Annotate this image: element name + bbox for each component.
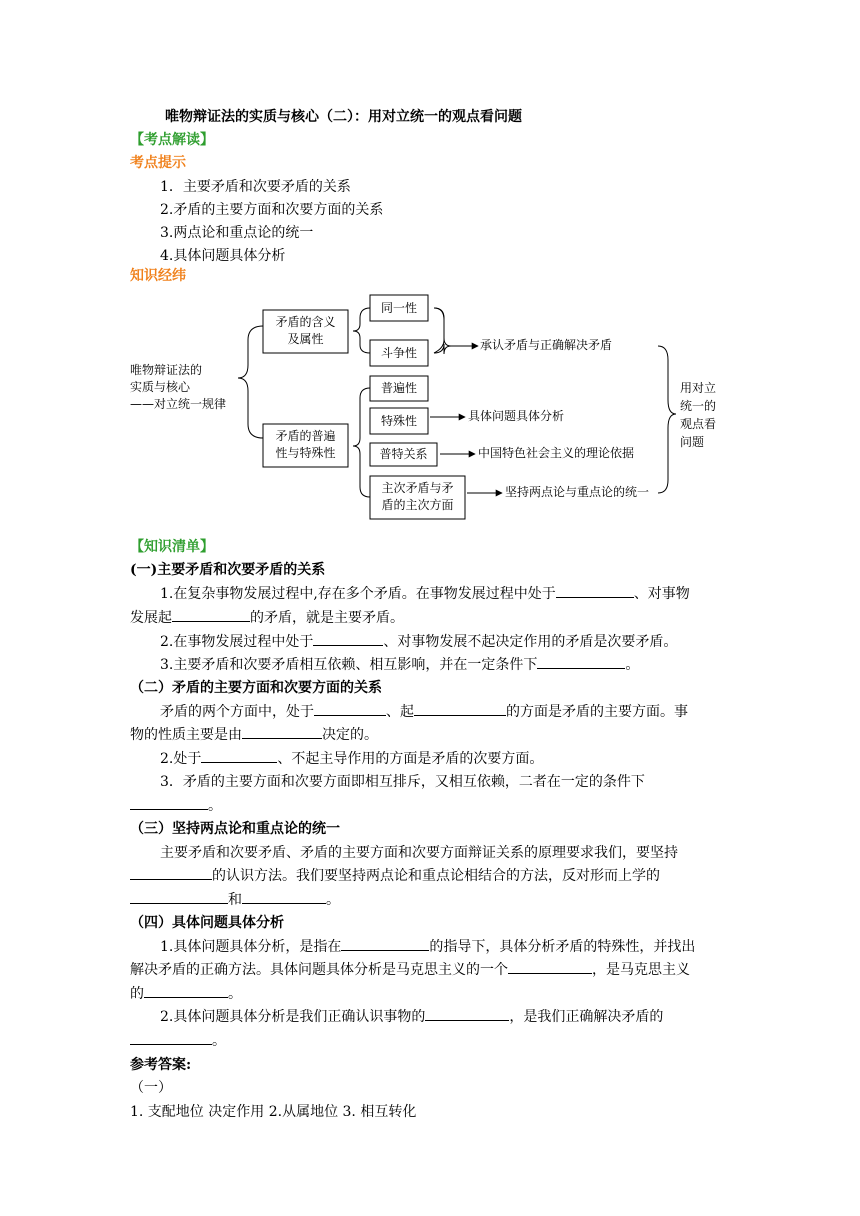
box-zhuci-line2: 盾的主次方面 [381,498,454,512]
s3-para1-line2: 的认识方法。我们要坚持两点论和重点论相结合的方法，反对形而上学的 [130,865,660,885]
right-label-line3: 观点看 [680,417,717,431]
box-pubian-line1: 矛盾的普遍 [275,429,336,443]
s4-para1-line1: 1.具体问题具体分析，是指在 的指导下，具体分析矛盾的特殊性，并找出 [160,936,695,956]
tishi-item-4: 4.具体问题具体分析 [160,248,286,264]
s4-para2-line1: 2.具体问题具体分析是我们正确认识事物的 ，是我们正确解决矛盾的 [160,1006,663,1026]
blank [130,889,228,904]
s4-para2-line2: 。 [130,1030,226,1050]
blank [172,607,250,622]
s4-para1-line2: 解决矛盾的正确方法。具体问题具体分析是马克思主义的一个 ，是马克思主义 [130,959,690,979]
blank [556,583,634,598]
s2-para3-line2: 。 [130,795,222,815]
label-chengren-maodun: 承认矛盾与正确解决矛盾 [480,338,613,352]
diagram-root-line1: 唯物辩证法的 [130,363,203,377]
tishi-item-2: 2.矛盾的主要方面和次要方面的关系 [160,202,384,218]
s4-heading: （四）具体问题具体分析 [130,915,284,931]
blank [341,936,429,951]
blank [242,889,326,904]
label-zhongguo-tese: 中国特色社会主义的理论依据 [478,446,635,460]
s2-para2: 2.处于 、不起主导作用的方面是矛盾的次要方面。 [160,748,543,768]
blank [313,631,383,646]
blank [144,983,228,998]
box-teshuxing: 特殊性 [380,414,417,428]
blank [414,701,506,716]
s2-para1-line1: 矛盾的两个方面中，处于 、起 的方面是矛盾的主要方面。事 [160,701,688,721]
s4-para1-line3: 的 。 [130,983,242,1003]
box-pubianxing: 普遍性 [380,381,417,395]
document-title: 唯物辩证法的实质与核心（二）：用对立统一的观点看问题 [165,109,522,125]
box-douzhengxing: 斗争性 [380,346,417,360]
answers-line: 1. 支配地位 决定作用 2.从属地位 3. 相互转化 [130,1104,417,1120]
section-zhishi-qingdan: 【知识清单】 [130,539,214,555]
answers-sub: （一） [130,1080,172,1096]
right-label-line4: 问题 [680,435,705,449]
box-tongyixing: 同一性 [380,301,417,315]
blank [508,959,592,974]
blank [314,701,386,716]
s1-para2: 2.在事物发展过程中处于 、对事物发展不起决定作用的矛盾是次要矛盾。 [160,631,677,651]
blank [201,748,277,763]
s3-para1-line1: 主要矛盾和次要矛盾、矛盾的主要方面和次要方面辩证关系的原理要求我们，要坚持 [160,845,678,861]
section-zhishi-jingwei: 知识经纬 [130,268,186,284]
label-jianchi-liangdianlun: 坚持两点论与重点论的统一 [505,485,650,499]
right-label-line2: 统一的 [680,399,717,413]
box-zhuci-line1: 主次矛盾与矛 [381,481,454,495]
s1-para1-line2: 发展起 的矛盾，就是主要矛盾。 [130,607,404,627]
diagram-root-line2: 实质与核心 [130,380,191,394]
blank [537,654,625,669]
answers-heading: 参考答案: [130,1057,192,1073]
s1-para1-line1: 1.在复杂事物发展过程中,存在多个矛盾。在事物发展过程中处于 、对事物 [160,583,690,603]
s3-para1-line3: 和 。 [130,889,340,909]
box-pubian-line2: 性与特殊性 [275,446,336,460]
blank [130,1030,212,1045]
s2-para3: 3．矛盾的主要方面和次要方面即相互排斥，又相互依赖，二者在一定的条件下 [160,774,645,790]
blank [130,795,208,810]
section-kaodian-tishi: 考点提示 [130,155,186,171]
label-juti-wenti: 具体问题具体分析 [468,409,565,423]
diagram-root-line3: ——对立统一规律 [130,397,227,411]
s2-heading: （二）矛盾的主要方面和次要方面的关系 [130,680,382,696]
s2-para1-line2: 物的性质主要是由 决定的。 [130,724,378,744]
s1-heading: (一)主要矛盾和次要矛盾的关系 [130,562,326,578]
blank [242,724,322,739]
blank [130,865,212,880]
knowledge-diagram [120,290,717,525]
right-label-line1: 用对立 [680,381,717,395]
box-hanyi-line1: 矛盾的含义 [275,315,336,329]
s3-heading: （三）坚持两点论和重点论的统一 [130,821,340,837]
box-hanyi-line2: 及属性 [287,332,324,346]
blank [425,1006,509,1021]
section-kaodian-jiedu: 【考点解读】 [130,132,214,148]
s1-para3: 3.主要矛盾和次要矛盾相互依赖、相互影响，并在一定条件下 。 [160,654,639,674]
tishi-item-3: 3.两点论和重点论的统一 [160,225,314,241]
box-pute-guanxi: 普特关系 [379,447,428,461]
tishi-item-1: 1．主要矛盾和次要矛盾的关系 [160,179,351,195]
